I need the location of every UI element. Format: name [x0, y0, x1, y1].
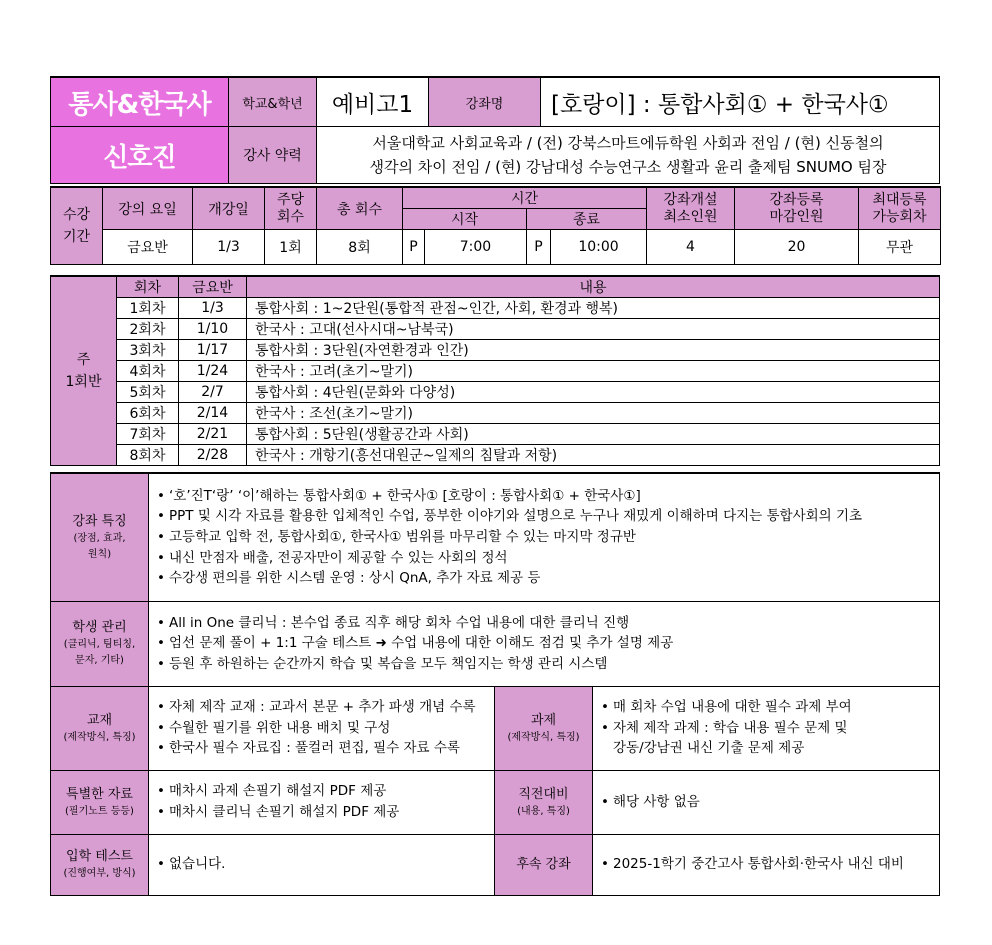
list-item: • 매 회차 수업 내용에 대한 필수 과제 부여	[601, 699, 852, 716]
min-enroll-header: 강좌개설 최소인원	[647, 187, 735, 230]
entrance-test-list	[149, 834, 495, 895]
list-item: • 없습니다.	[157, 856, 226, 873]
student-mgmt-list	[149, 601, 940, 686]
date-cell: 1/24	[179, 361, 247, 382]
max-sessions-header: 최대등록 가능회차	[859, 187, 941, 230]
header-table	[50, 76, 940, 184]
session-cell: 6회차	[117, 403, 179, 424]
max-enroll-value: 20	[735, 230, 859, 265]
date-cell: 1/3	[179, 298, 247, 319]
list-item: • 매차시 클리닉 손필기 해설지 PDF 제공	[157, 804, 400, 820]
session-cell: 4회차	[117, 361, 179, 382]
course-features-list	[149, 473, 940, 601]
list-item: • 엄선 문제 풀이 + 1:1 구술 테스트 ➜ 수업 내용에 대한 이해도 점검 및 추가 설명 제공	[157, 635, 674, 652]
schedule-side-label: 수강 기간	[51, 187, 103, 265]
pre-exam-label: 직전대비 (내용, 특징)	[495, 770, 593, 834]
class-header: 금요반	[179, 276, 247, 298]
start-ampm: P	[403, 230, 425, 265]
content-cell: 한국사 : 개항기(흥선대원군~일제의 침탈과 저항)	[247, 445, 940, 466]
time-header: 시간	[403, 187, 647, 209]
start-date-value: 1/3	[193, 230, 265, 265]
table-row	[51, 298, 940, 319]
session-cell: 2회차	[117, 319, 179, 340]
followup-list	[593, 834, 940, 895]
max-enroll-header: 강좌등록 마감인원	[735, 187, 859, 230]
content-cell: 통합사회 : 4단원(문화와 다양성)	[247, 382, 940, 403]
pre-exam-list	[593, 770, 940, 834]
list-item: • ‘호’진T‘랑’ ‘이’해하는 통합사회① + 한국사① [호랑이 : 통합사회① + 한국사①]	[157, 487, 641, 504]
session-cell: 8회차	[117, 445, 179, 466]
date-cell: 2/21	[179, 424, 247, 445]
list-item: • 고등학교 입학 전, 통합사회①, 한국사① 범위를 마무리할 수 있는 마지막 정규반	[157, 528, 636, 545]
date-cell: 1/17	[179, 340, 247, 361]
content-header: 내용	[247, 276, 940, 298]
session-cell: 7회차	[117, 424, 179, 445]
table-row	[51, 403, 940, 424]
table-row	[51, 361, 940, 382]
time-end-header: 종료	[527, 209, 647, 230]
date-cell: 1/10	[179, 319, 247, 340]
table-row	[51, 445, 940, 466]
start-date-header: 개강일	[193, 187, 265, 230]
list-item: • 2025-1학기 중간고사 통합사회·한국사 내신 대비	[601, 856, 904, 873]
career-line: 생각의 차이 전임 / (현) 강남대성 수능연구소 생활과 윤리 출제팀 SNUMO 팀장	[369, 158, 887, 176]
special-materials-label: 특별한 자료 (필기노트 등등)	[51, 770, 149, 834]
student-mgmt-label: 학생 관리 (클리닉, 팀티칭, 문자, 기타)	[51, 601, 149, 686]
max-sessions-value: 무관	[859, 230, 941, 265]
course-category: 통사&한국사	[51, 77, 229, 127]
list-item: • 수월한 필기를 위한 내용 배치 및 구성	[157, 719, 391, 736]
table-row	[51, 424, 940, 445]
end-ampm: P	[527, 230, 551, 265]
date-cell: 2/7	[179, 382, 247, 403]
schedule-table	[50, 186, 941, 265]
session-cell: 5회차	[117, 382, 179, 403]
table-row	[51, 382, 940, 403]
total-count-header: 총 회수	[317, 187, 403, 230]
content-cell: 통합사회 : 5단원(생활공간과 사회)	[247, 424, 940, 445]
date-cell: 2/28	[179, 445, 247, 466]
teacher-name: 신호진	[51, 127, 229, 184]
career-line: 서울대학교 사회교육과 / (전) 강북스마트에듀학원 사회과 전임 / (현) 신동철의	[372, 134, 884, 152]
time-start-header: 시작	[403, 209, 527, 230]
features-table	[50, 472, 940, 896]
special-materials-list	[149, 770, 495, 834]
weekly-table	[50, 275, 940, 466]
session-cell: 1회차	[117, 298, 179, 319]
school-grade-value: 예비고1	[317, 77, 429, 127]
list-item: • 내신 만점자 배출, 전공자만이 제공할 수 있는 사회의 정석	[157, 549, 508, 566]
end-time: 10:00	[551, 230, 647, 265]
content-cell: 한국사 : 고대(선사시대~남북국)	[247, 319, 940, 340]
entrance-test-label: 입학 테스트 (진행여부, 방식)	[51, 834, 149, 895]
textbook-list	[149, 686, 495, 770]
date-cell: 2/14	[179, 403, 247, 424]
list-item: • 해당 사항 없음	[601, 793, 700, 810]
course-features-label: 강좌 특징 (장점, 효과, 원칙)	[51, 473, 149, 601]
list-item: • 수강생 편의를 위한 시스템 운영 : 상시 QnA, 추가 자료 제공 등	[157, 570, 541, 587]
career-label: 강사 약력	[229, 127, 317, 184]
list-item: • All in One 클리닉 : 본수업 종료 직후 해당 회차 수업 내용에 대한 클리닉 진행	[157, 614, 630, 631]
list-item: • 자체 제작 교재 : 교과서 본문 + 추가 파생 개념 수록	[157, 699, 476, 716]
course-name-label: 강좌명	[429, 77, 541, 127]
list-item: • 등원 후 하원하는 순간까지 학습 및 복습을 모두 책임지는 학생 관리 시스템	[157, 655, 608, 672]
homework-label: 과제 (제작방식, 특징)	[495, 686, 593, 770]
textbook-label: 교재 (제작방식, 특징)	[51, 686, 149, 770]
followup-label: 후속 강좌	[495, 834, 593, 895]
list-item: • 매차시 과제 손필기 해설지 PDF 제공	[157, 783, 387, 800]
day-value: 금요반	[103, 230, 193, 265]
start-time: 7:00	[425, 230, 527, 265]
teacher-career	[317, 127, 940, 184]
total-count-value: 8회	[317, 230, 403, 265]
session-cell: 3회차	[117, 340, 179, 361]
weekly-count-value: 1회	[265, 230, 317, 265]
content-cell: 한국사 : 고려(초기~말기)	[247, 361, 940, 382]
content-cell: 한국사 : 조선(초기~말기)	[247, 403, 940, 424]
day-header: 강의 요일	[103, 187, 193, 230]
school-grade-label: 학교&학년	[229, 77, 317, 127]
content-cell: 통합사회 : 1~2단원(통합적 관점~인간, 사회, 환경과 행복)	[247, 298, 940, 319]
list-item: • 자체 제작 과제 : 학습 내용 필수 문제 및	[601, 719, 848, 736]
session-header: 회차	[117, 276, 179, 298]
homework-list	[593, 686, 940, 770]
table-row	[51, 319, 940, 340]
weekly-count-header: 주당 회수	[265, 187, 317, 230]
list-item: • PPT 및 시각 자료를 활용한 입체적인 수업, 풍부한 이야기와 설명으로 누구나 재밌게 이해하며 다지는 통합사회의 기초	[157, 508, 863, 525]
content-cell: 통합사회 : 3단원(자연환경과 인간)	[247, 340, 940, 361]
table-row	[51, 340, 940, 361]
min-enroll-value: 4	[647, 230, 735, 265]
list-item: • 한국사 필수 자료집 : 풀컬러 편집, 필수 자료 수록	[157, 740, 460, 757]
list-item: 강동/강남권 내신 기출 문제 제공	[613, 740, 805, 757]
course-name-value: [호랑이] : 통합사회① + 한국사①	[541, 77, 940, 127]
weekly-side-label: 주 1회반	[51, 276, 117, 466]
